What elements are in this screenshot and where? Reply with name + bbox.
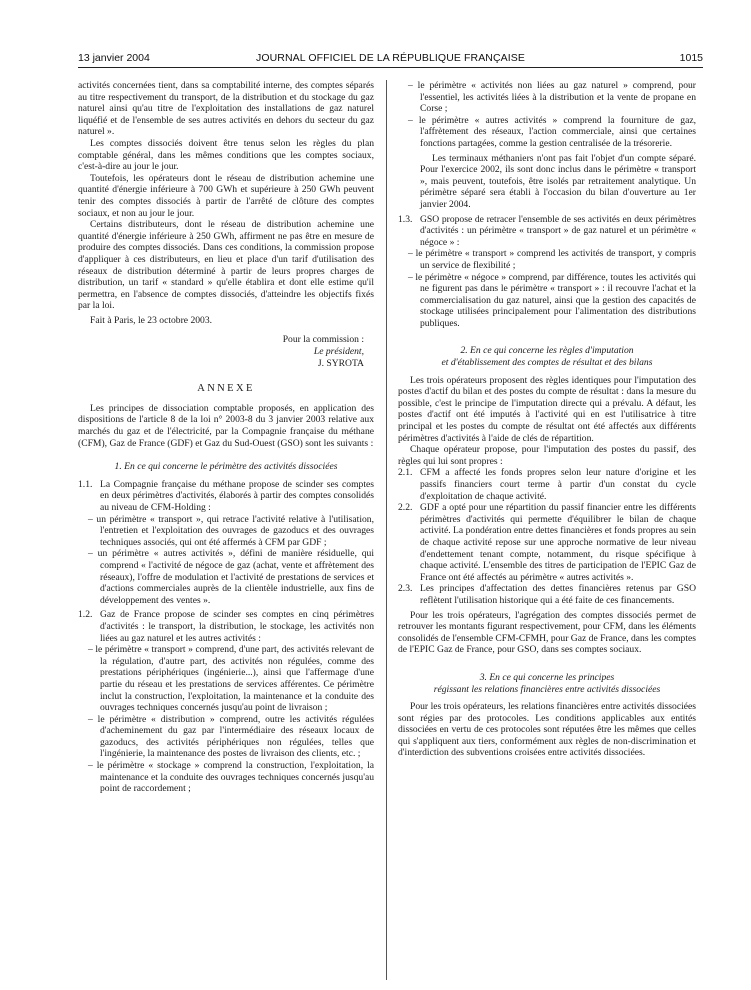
list-item: – le périmètre « autres activités » comprend la fourniture de gaz, l'affrètement des réseaux, l'action commerciale, ainsi que certaines fonctions partagées, comme la gestion centralisée de la trésorerie. <box>408 114 696 149</box>
section-heading: 1. En ce qui concerne le périmètre des activités dissociées <box>114 461 338 473</box>
paragraph: Les principes de dissociation comptable proposés, en application des dispositions de l'article 8 de la loi n° 2003-8 du 3 janvier 2003 relative aux marchés du gaz et de l'électricité, par la Compagnie française du méthane (CFM), Gaz de France (GDF) et Gaz du Sud-Ouest (GSO) sont les suivants : <box>78 402 374 449</box>
item-number: 2.2. <box>398 502 413 514</box>
item-text: Gaz de France propose de scinder ses comptes en cinq périmètres d'activités : le transport, la distribution, le stockage, les activités non liées au gaz naturel et les autres activités : <box>100 609 374 644</box>
item-text: Les principes d'affectation des dettes financières retenus par GSO reflètent l'utilisation historique qui a été faite de ces financements. <box>420 583 696 606</box>
section-heading: 2. En ce qui concerne les règles d'imputation <box>460 345 634 357</box>
signature-name: J. SYROTA <box>317 357 364 369</box>
item-text: La Compagnie française du méthane propose de scinder ses comptes en deux périmètres d'activités, élaborés à partir des comptes consolidés au niveau de CFM-Holding : <box>100 478 374 513</box>
list-item: – le périmètre « stockage » comprend la construction, l'exploitation, la maintenance et la conduite des ouvrages techniques concernés jusqu'au point de raccordement ; <box>88 760 374 795</box>
header-rule <box>78 67 703 68</box>
header-journal-title: JOURNAL OFFICIEL DE LA RÉPUBLIQUE FRANÇAISE <box>256 52 525 64</box>
item-text: GDF a opté pour une répartition du passif financier entre les différents périmètres d'activités qui permette d'équilibrer le bilan de chaque activité. La pondération entre dettes financières et fonds propres au sein de chaque activité repose sur une approche normative de leur niveau d'endettement tenant compte, notamment, du risque spécifique à chaque activité. L'ensemble des titres de participation de l'EPIC Gaz de France ont été affectés au périmètre « autres activités ». <box>420 502 696 583</box>
page-header <box>78 52 703 68</box>
numbered-item <box>398 214 696 249</box>
signature-block <box>78 334 374 369</box>
list-item: – le périmètre « transport » comprend les activités de transport, y compris un service de flexibilité ; <box>408 248 696 271</box>
signature-line: Pour la commission : <box>282 334 364 346</box>
list-item: – le périmètre « négoce » comprend, par différence, toutes les activités qui ne figurent pas dans le périmètre « transport » : il recouvre l'achat et la commercialisation du gaz naturel, ainsi que la gestion des capacités de stockage utilisées principalement pour l'alimentation des distributions publiques. <box>408 271 696 329</box>
item-text: CFM a affecté les fonds propres selon leur nature d'origine et les passifs financiers court terme à partir d'un constat du cycle d'exploitation de chaque activité. <box>420 467 696 502</box>
numbered-item <box>398 583 696 606</box>
paragraph: activités concernées tient, dans sa comptabilité interne, des comptes séparés au titre respectivement du transport, de la distribution et du stockage du gaz naturel ainsi qu'au titre de l'exploitation des installations de gaz naturel liquéfié et de l'ensemble de ses autres activités en dehors du secteur du gaz naturel ». <box>78 80 374 138</box>
paragraph: Chaque opérateur propose, pour l'imputation des postes du passif, des règles qui lui sont propres : <box>398 444 696 467</box>
signing-date: Fait à Paris, le 23 octobre 2003. <box>90 314 213 326</box>
item-number: 2.1. <box>398 467 413 479</box>
numbered-item <box>78 609 374 644</box>
right-column <box>398 80 696 759</box>
left-column <box>78 80 374 795</box>
item-text: GSO propose de retracer l'ensemble de ses activités en deux périmètres d'activités : un périmètre « transport » de gaz naturel et un périmètre « négoce » : <box>420 213 696 248</box>
list-item: – le périmètre « transport » comprend, d'une part, des activités relevant de la régulation, d'autre part, des activités non régulées, comme des prestations périphériques (ingénierie...), ainsi que l'affermage d'une partie du réseau et les prestations de services afférentes. Ce périmètre inclut la construction, l'exploitation, la maintenance et la conduite des ouvrages techniques concernés jusqu'au point de livraison ; <box>88 644 374 714</box>
item-number: 1.1. <box>78 478 93 490</box>
section-heading: 3. En ce qui concerne les principes <box>479 671 615 683</box>
paragraph: Certains distributeurs, dont le réseau de distribution achemine une quantité d'énergie inférieure à 250 GWh, affirment ne pas être en mesure de produire des comptes dissociés. Dans ces conditions, la commission propose d'appliquer à ces distributeurs, en lieu et place d'un tarif d'utilisation des réseaux de distribution déterminé à partir de leurs propres charges de distribution, un tarif « standard » qu'elle établira et dont elle estime qu'il permettra, en l'absence de comptes dissociés, d'atteindre les objectifs fixés par la loi. <box>78 219 374 312</box>
paragraph: Pour les trois opérateurs, l'agrégation des comptes dissociés permet de retrouver les montants figurant respectivement, pour CFM, dans les éléments consolidés de l'ensemble CFM-CFMH, pour Gaz de France, dans les comptes de l'EPIC Gaz de France, pour GSO, dans ses comptes sociaux. <box>398 609 697 656</box>
paragraph: Les comptes dissociés doivent être tenus selon les règles du plan comptable général, dans les mêmes conditions que les comptes sociaux, c'est-à-dire au jour le jour. <box>78 137 374 173</box>
annex-heading: ANNEXE <box>197 383 255 395</box>
numbered-item <box>398 502 696 583</box>
section-heading-line2: régissant les relations financières entre activités dissociées <box>433 683 661 695</box>
section-heading-line2: et d'établissement des comptes de résultat et des bilans <box>441 357 653 369</box>
header-date: 13 janvier 2004 <box>78 52 150 64</box>
paragraph: Pour les trois opérateurs, les relations financières entre activités dissociées sont régies par des protocoles. Les conditions applicables aux entités dissociées en vertu de ces protocoles sont réputées être les mêmes que celles qui s'appliquent aux tiers, conformément aux règles de non-discrimination et d'interdiction des subventions croisées entre activités dissociées. <box>398 701 696 759</box>
paragraph: Les terminaux méthaniers n'ont pas fait l'objet d'un compte séparé. Pour l'exercice 2002, ils sont donc inclus dans le périmètre « transport », mais peuvent, toutefois, être isolés par retraitement analytique. Un périmètre séparé sera établi à l'occasion du bilan d'ouverture au 1er janvier 2004. <box>420 152 696 210</box>
column-divider <box>386 80 387 980</box>
list-item: – un périmètre « transport », qui retrace l'activité relative à l'utilisation, l'entretien et l'exploitation des ouvrages de gazoducs et des ouvrages techniques associés, qui ont été affermés à CFM par GDF ; <box>88 513 374 548</box>
signature-title: Le président, <box>313 346 364 358</box>
paragraph: Les trois opérateurs proposent des règles identiques pour l'imputation des postes d'actif du bilan et des postes du compte de résultat : dans la mesure du possible, c'est le principe de l'imputation directe qui a prévalu. A défaut, les postes d'actif ont été imputés à l'activité qui en est l'utilisatrice à titre principal et les postes du compte de résultat ont été affectés aux différents périmètres d'activités à l'aide de clés de répartition. <box>398 374 696 444</box>
numbered-item <box>78 479 374 514</box>
list-item: – un périmètre « autres activités », défini de manière résiduelle, qui comprend « l'activité de négoce de gaz (achat, vente et affrètement des réseaux), l'offre de modulation et l'activité de prestations de services et d'actions commerciales auprès de la clientèle industrielle, aux fins de développement des ventes ». <box>88 548 374 606</box>
header-page-number: 1015 <box>679 52 703 64</box>
list-item: – le périmètre « distribution » comprend, outre les activités régulées d'acheminement du gaz par l'intermédiaire des réseaux locaux de gazoducs, des activités périphériques non régulées, telles que l'ingénierie, la maintenance des postes de livraison des clients, etc. ; <box>88 713 374 760</box>
numbered-item <box>398 467 696 502</box>
paragraph: Toutefois, les opérateurs dont le réseau de distribution achemine une quantité d'énergie inférieure à 700 GWh et supérieure à 250 GWh peuvent tenir des comptes dissociés à partir de l'arrêté de clôture des comptes sociaux, et non au jour le jour. <box>78 172 374 219</box>
item-number: 2.3. <box>398 583 413 595</box>
item-number: 1.2. <box>78 609 93 621</box>
list-item: – le périmètre « activités non liées au gaz naturel » comprend, pour l'essentiel, les activités liées à la distribution et la vente de propane en Corse ; <box>408 80 696 115</box>
item-number: 1.3. <box>398 213 413 225</box>
